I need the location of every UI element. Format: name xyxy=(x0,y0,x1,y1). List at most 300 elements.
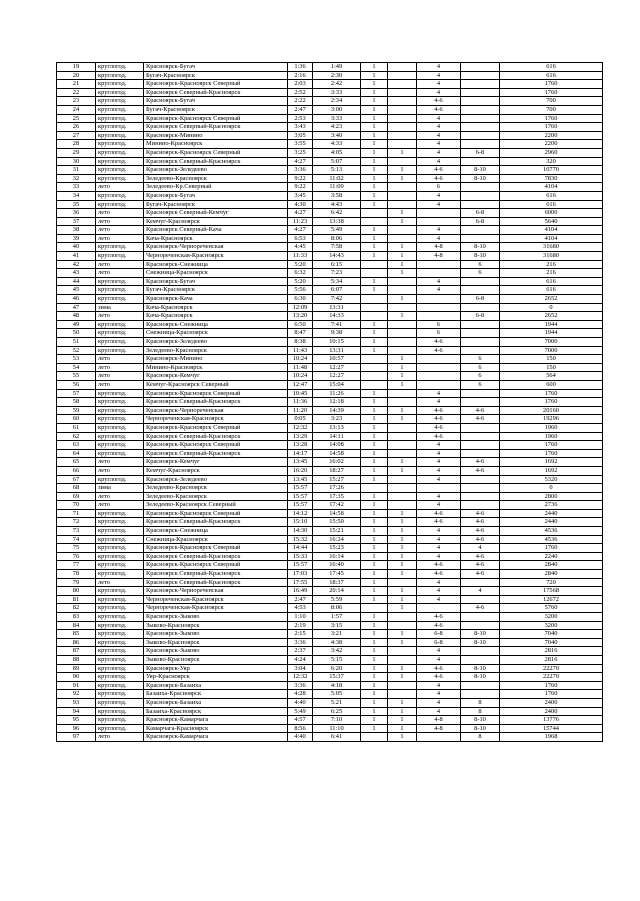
table-row xyxy=(57,303,603,312)
row-number-cell: 91 xyxy=(57,681,96,690)
count-b-cell xyxy=(388,398,417,407)
season-cell: круглогод. xyxy=(96,200,144,209)
range-a-cell xyxy=(417,269,461,278)
table-row xyxy=(57,123,603,132)
count-b-cell xyxy=(388,157,417,166)
total-value-cell: 600 xyxy=(500,380,603,389)
count-b-cell xyxy=(388,114,417,123)
arrival-time-cell: 5:21 xyxy=(313,698,361,707)
route-cell: Красноярск-Снежница xyxy=(144,527,288,536)
season-cell: лето xyxy=(96,217,144,226)
range-a-cell: 4 xyxy=(417,552,461,561)
count-a-cell: 1 xyxy=(361,492,388,501)
count-b-cell: 1 xyxy=(388,509,417,518)
arrival-time-cell: 3:33 xyxy=(313,88,361,97)
arrival-time-cell: 16:02 xyxy=(313,458,361,467)
table-row xyxy=(57,475,603,484)
row-number-cell: 90 xyxy=(57,673,96,682)
count-a-cell: 1 xyxy=(361,277,388,286)
departure-time-cell: 12:32 xyxy=(288,423,313,432)
range-a-cell: 4-6 xyxy=(417,166,461,175)
range-b-cell: 4 xyxy=(461,544,500,553)
row-number-cell: 62 xyxy=(57,432,96,441)
route-cell: Красноярск Северный-Красноярск xyxy=(144,88,288,97)
count-b-cell xyxy=(388,200,417,209)
departure-time-cell: 4:57 xyxy=(288,716,313,725)
departure-time-cell: 4:30 xyxy=(288,200,313,209)
arrival-time-cell: 5:13 xyxy=(313,166,361,175)
table-row xyxy=(57,277,603,286)
range-a-cell: 4-6 xyxy=(417,415,461,424)
route-cell: Красноярск-Кемчуг xyxy=(144,458,288,467)
row-number-cell: 20 xyxy=(57,71,96,80)
departure-time-cell: 2:15 xyxy=(288,630,313,639)
departure-time-cell: 6:53 xyxy=(288,234,313,243)
row-number-cell: 67 xyxy=(57,475,96,484)
season-cell: лето xyxy=(96,260,144,269)
arrival-time-cell: 6:15 xyxy=(313,260,361,269)
route-cell: Зеледеево-Красноярск xyxy=(144,492,288,501)
departure-time-cell: 15:33 xyxy=(288,552,313,561)
total-value-cell: 15744 xyxy=(500,724,603,733)
count-b-cell: 1 xyxy=(388,630,417,639)
count-b-cell xyxy=(388,140,417,149)
season-cell: круглогод. xyxy=(96,690,144,699)
row-number-cell: 49 xyxy=(57,320,96,329)
row-number-cell: 93 xyxy=(57,698,96,707)
count-a-cell: 1 xyxy=(361,587,388,596)
total-value-cell: 2960 xyxy=(500,148,603,157)
arrival-time-cell: 3:15 xyxy=(313,621,361,630)
departure-time-cell: 2:03 xyxy=(288,80,313,89)
count-a-cell: 1 xyxy=(361,475,388,484)
table-row xyxy=(57,355,603,364)
departure-time-cell: 17:03 xyxy=(288,570,313,579)
total-value-cell: 4104 xyxy=(500,226,603,235)
row-number-cell: 87 xyxy=(57,647,96,656)
row-number-cell: 85 xyxy=(57,630,96,639)
total-value-cell: 1968 xyxy=(500,733,603,742)
table-row xyxy=(57,638,603,647)
season-cell: круглогод. xyxy=(96,148,144,157)
departure-time-cell: 4:45 xyxy=(288,243,313,252)
range-b-cell xyxy=(461,157,500,166)
season-cell: круглогод. xyxy=(96,140,144,149)
total-value-cell: 616 xyxy=(500,277,603,286)
range-a-cell: 4-6 xyxy=(417,338,461,347)
range-a-cell: 4 xyxy=(417,226,461,235)
row-number-cell: 89 xyxy=(57,664,96,673)
table-row xyxy=(57,527,603,536)
count-b-cell: 1 xyxy=(388,724,417,733)
row-number-cell: 65 xyxy=(57,458,96,467)
range-a-cell: 4-6 xyxy=(417,509,461,518)
count-a-cell: 1 xyxy=(361,724,388,733)
route-cell: Зеледеево-Красноярск xyxy=(144,484,288,493)
table-row xyxy=(57,140,603,149)
row-number-cell: 78 xyxy=(57,570,96,579)
range-b-cell xyxy=(461,277,500,286)
table-row xyxy=(57,432,603,441)
total-value-cell: 2816 xyxy=(500,655,603,664)
departure-time-cell: 1:36 xyxy=(288,63,313,72)
table-row xyxy=(57,613,603,622)
total-value-cell: 2652 xyxy=(500,295,603,304)
row-number-cell: 56 xyxy=(57,380,96,389)
arrival-time-cell: 7:58 xyxy=(313,243,361,252)
table-row xyxy=(57,380,603,389)
count-a-cell: 1 xyxy=(361,200,388,209)
arrival-time-cell: 15:04 xyxy=(313,380,361,389)
departure-time-cell: 1:10 xyxy=(288,613,313,622)
range-a-cell xyxy=(417,217,461,226)
total-value-cell: 2240 xyxy=(500,552,603,561)
departure-time-cell: 15:32 xyxy=(288,535,313,544)
departure-time-cell: 13:45 xyxy=(288,475,313,484)
total-value-cell: 19296 xyxy=(500,415,603,424)
range-b-cell: 8 xyxy=(461,698,500,707)
range-b-cell xyxy=(461,71,500,80)
route-cell: Снежница-Красноярск xyxy=(144,329,288,338)
total-value-cell: 2840 xyxy=(500,570,603,579)
arrival-time-cell: 6:07 xyxy=(313,286,361,295)
route-cell: Уяр-Красноярск xyxy=(144,673,288,682)
season-cell: круглогод. xyxy=(96,544,144,553)
departure-time-cell: 2:16 xyxy=(288,71,313,80)
row-number-cell: 37 xyxy=(57,217,96,226)
table-row xyxy=(57,570,603,579)
arrival-time-cell: 3:00 xyxy=(313,105,361,114)
table-row xyxy=(57,312,603,321)
range-b-cell: 8-10 xyxy=(461,252,500,261)
table-row xyxy=(57,372,603,381)
season-cell: круглогод. xyxy=(96,415,144,424)
range-b-cell: 6 xyxy=(461,372,500,381)
count-a-cell xyxy=(361,312,388,321)
season-cell: круглогод. xyxy=(96,105,144,114)
row-number-cell: 61 xyxy=(57,423,96,432)
table-row xyxy=(57,63,603,72)
season-cell: круглогод. xyxy=(96,398,144,407)
range-a-cell: 6 xyxy=(417,183,461,192)
count-b-cell xyxy=(388,492,417,501)
arrival-time-cell: 16:40 xyxy=(313,561,361,570)
range-a-cell xyxy=(417,312,461,321)
total-value-cell: 2652 xyxy=(500,312,603,321)
route-cell: Минино-Красноярск xyxy=(144,363,288,372)
range-a-cell xyxy=(417,260,461,269)
arrival-time-cell: 14:58 xyxy=(313,509,361,518)
range-a-cell: 4 xyxy=(417,191,461,200)
count-b-cell: 1 xyxy=(388,166,417,175)
table-row xyxy=(57,286,603,295)
total-value-cell: 2440 xyxy=(500,509,603,518)
count-b-cell: 1 xyxy=(388,415,417,424)
arrival-time-cell: 8:06 xyxy=(313,234,361,243)
count-b-cell: 1 xyxy=(388,733,417,742)
season-cell: круглогод. xyxy=(96,320,144,329)
range-a-cell: 6-8 xyxy=(417,638,461,647)
total-value-cell: 17568 xyxy=(500,587,603,596)
range-a-cell: 4 xyxy=(417,578,461,587)
arrival-time-cell: 4:38 xyxy=(313,638,361,647)
season-cell: круглогод. xyxy=(96,80,144,89)
range-a-cell: 4 xyxy=(417,681,461,690)
table-row xyxy=(57,252,603,261)
range-a-cell: 4 xyxy=(417,131,461,140)
count-b-cell xyxy=(388,681,417,690)
row-number-cell: 27 xyxy=(57,131,96,140)
route-cell: Зыково-Красноярск xyxy=(144,655,288,664)
season-cell: круглогод. xyxy=(96,166,144,175)
total-value-cell: 1760 xyxy=(500,389,603,398)
range-a-cell: 4 xyxy=(417,71,461,80)
season-cell: круглогод. xyxy=(96,286,144,295)
range-b-cell xyxy=(461,432,500,441)
season-cell: лето xyxy=(96,458,144,467)
table-row xyxy=(57,363,603,372)
count-b-cell: 1 xyxy=(388,269,417,278)
arrival-time-cell: 2:42 xyxy=(313,80,361,89)
table-row xyxy=(57,71,603,80)
table-row xyxy=(57,217,603,226)
season-cell: зима xyxy=(96,303,144,312)
departure-time-cell: 3:45 xyxy=(288,191,313,200)
count-a-cell: 1 xyxy=(361,286,388,295)
row-number-cell: 53 xyxy=(57,355,96,364)
range-b-cell: 4-6 xyxy=(461,458,500,467)
count-a-cell: 1 xyxy=(361,338,388,347)
season-cell: круглогод. xyxy=(96,123,144,132)
departure-time-cell: 5:20 xyxy=(288,260,313,269)
arrival-time-cell: 11:09 xyxy=(313,183,361,192)
total-value-cell: 7040 xyxy=(500,638,603,647)
count-b-cell xyxy=(388,80,417,89)
range-a-cell: 4 xyxy=(417,527,461,536)
departure-time-cell: 4:27 xyxy=(288,209,313,218)
count-b-cell: 1 xyxy=(388,243,417,252)
table-row xyxy=(57,406,603,415)
season-cell: круглогод. xyxy=(96,406,144,415)
arrival-time-cell: 8:06 xyxy=(313,604,361,613)
range-b-cell: 4-6 xyxy=(461,552,500,561)
count-a-cell: 1 xyxy=(361,140,388,149)
range-a-cell: 4-8 xyxy=(417,716,461,725)
departure-time-cell: 6:50 xyxy=(288,320,313,329)
season-cell: круглогод. xyxy=(96,63,144,72)
total-value-cell: 2200 xyxy=(500,131,603,140)
arrival-time-cell: 18:27 xyxy=(313,466,361,475)
table-row xyxy=(57,183,603,192)
total-value-cell: 12672 xyxy=(500,595,603,604)
row-number-cell: 46 xyxy=(57,295,96,304)
arrival-time-cell: 16:14 xyxy=(313,552,361,561)
total-value-cell: 2840 xyxy=(500,561,603,570)
range-b-cell: 4-6 xyxy=(461,570,500,579)
departure-time-cell: 8:47 xyxy=(288,329,313,338)
departure-time-cell: 3:36 xyxy=(288,681,313,690)
count-b-cell: 1 xyxy=(388,312,417,321)
range-a-cell: 4-6 xyxy=(417,518,461,527)
table-row xyxy=(57,114,603,123)
range-b-cell xyxy=(461,320,500,329)
range-b-cell xyxy=(461,200,500,209)
count-b-cell: 1 xyxy=(388,355,417,364)
count-a-cell: 1 xyxy=(361,226,388,235)
table-row xyxy=(57,544,603,553)
range-a-cell: 4-6 xyxy=(417,423,461,432)
range-a-cell: 4 xyxy=(417,63,461,72)
row-number-cell: 25 xyxy=(57,114,96,123)
arrival-time-cell: 4:05 xyxy=(313,148,361,157)
table-row xyxy=(57,148,603,157)
count-b-cell xyxy=(388,621,417,630)
row-number-cell: 54 xyxy=(57,363,96,372)
arrival-time-cell: 17:26 xyxy=(313,484,361,493)
departure-time-cell: 6:30 xyxy=(288,295,313,304)
season-cell: круглогод. xyxy=(96,570,144,579)
departure-time-cell: 14:12 xyxy=(288,509,313,518)
range-b-cell: 4-6 xyxy=(461,527,500,536)
table-row xyxy=(57,88,603,97)
departure-time-cell: 12:09 xyxy=(288,303,313,312)
range-a-cell: 4 xyxy=(417,501,461,510)
range-b-cell: 6 xyxy=(461,260,500,269)
table-row xyxy=(57,724,603,733)
total-value-cell: 1692 xyxy=(500,466,603,475)
table-row xyxy=(57,501,603,510)
range-b-cell: 6 xyxy=(461,269,500,278)
count-a-cell: 1 xyxy=(361,466,388,475)
count-b-cell xyxy=(388,88,417,97)
season-cell: круглогод. xyxy=(96,527,144,536)
total-value-cell: 31680 xyxy=(500,252,603,261)
range-b-cell: 8-10 xyxy=(461,174,500,183)
range-b-cell: 6 xyxy=(461,363,500,372)
total-value-cell: 2400 xyxy=(500,707,603,716)
departure-time-cell: 2:22 xyxy=(288,97,313,106)
total-value-cell: 0 xyxy=(500,303,603,312)
count-b-cell xyxy=(388,123,417,132)
range-b-cell xyxy=(461,338,500,347)
count-b-cell xyxy=(388,346,417,355)
table-row xyxy=(57,415,603,424)
arrival-time-cell: 5:59 xyxy=(313,595,361,604)
row-number-cell: 50 xyxy=(57,329,96,338)
route-cell: Красноярск-Зыково xyxy=(144,630,288,639)
range-a-cell: 4 xyxy=(417,286,461,295)
departure-time-cell: 12:32 xyxy=(288,673,313,682)
range-a-cell: 4 xyxy=(417,475,461,484)
departure-time-cell: 9:22 xyxy=(288,174,313,183)
route-cell: Красноярск-Красноярск Северный xyxy=(144,389,288,398)
range-a-cell: 4 xyxy=(417,157,461,166)
range-b-cell xyxy=(461,389,500,398)
season-cell: круглогод. xyxy=(96,131,144,140)
route-cell: Красноярск-Красноярск Северный xyxy=(144,148,288,157)
range-b-cell xyxy=(461,80,500,89)
range-a-cell: 4-6 xyxy=(417,561,461,570)
range-a-cell: 4 xyxy=(417,458,461,467)
count-a-cell: 1 xyxy=(361,131,388,140)
season-cell: круглогод. xyxy=(96,630,144,639)
range-b-cell: 4-6 xyxy=(461,509,500,518)
table-row xyxy=(57,690,603,699)
departure-time-cell: 10:24 xyxy=(288,372,313,381)
departure-time-cell: 12:47 xyxy=(288,380,313,389)
route-cell: Снежница-Красноярск xyxy=(144,535,288,544)
table-row xyxy=(57,234,603,243)
range-a-cell: 4 xyxy=(417,80,461,89)
route-cell: Красноярск-Зеледеево xyxy=(144,338,288,347)
count-a-cell: 1 xyxy=(361,88,388,97)
total-value-cell: 616 xyxy=(500,286,603,295)
count-b-cell xyxy=(388,303,417,312)
route-cell: Зыково-Красноярск xyxy=(144,638,288,647)
range-a-cell: 6 xyxy=(417,320,461,329)
departure-time-cell: 17:55 xyxy=(288,578,313,587)
range-b-cell xyxy=(461,681,500,690)
table-row xyxy=(57,295,603,304)
count-a-cell: 1 xyxy=(361,664,388,673)
arrival-time-cell: 2:30 xyxy=(313,71,361,80)
route-cell: Красноярск-Красноярск Северный xyxy=(144,561,288,570)
range-a-cell: 4-8 xyxy=(417,243,461,252)
range-b-cell: 6 xyxy=(461,380,500,389)
departure-time-cell: 16:49 xyxy=(288,587,313,596)
row-number-cell: 68 xyxy=(57,484,96,493)
season-cell: круглогод. xyxy=(96,475,144,484)
count-b-cell: 1 xyxy=(388,716,417,725)
route-cell: Зеледеево-Красноярск xyxy=(144,174,288,183)
total-value-cell: 150 xyxy=(500,355,603,364)
departure-time-cell: 4:28 xyxy=(288,690,313,699)
route-cell: Чернореченская-Красноярск xyxy=(144,595,288,604)
table-row xyxy=(57,655,603,664)
route-cell: Красноярск-Минино xyxy=(144,355,288,364)
arrival-time-cell: 5:15 xyxy=(313,655,361,664)
season-cell: круглогод. xyxy=(96,647,144,656)
arrival-time-cell: 11:02 xyxy=(313,174,361,183)
total-value-cell: 2736 xyxy=(500,501,603,510)
range-a-cell: 4 xyxy=(417,123,461,132)
count-b-cell xyxy=(388,441,417,450)
count-a-cell: 1 xyxy=(361,415,388,424)
count-b-cell xyxy=(388,234,417,243)
departure-time-cell: 2:47 xyxy=(288,105,313,114)
route-cell: Красноярск Северный-Красноярск xyxy=(144,578,288,587)
departure-time-cell: 11:20 xyxy=(288,406,313,415)
total-value-cell: 4536 xyxy=(500,535,603,544)
season-cell: лето xyxy=(96,363,144,372)
count-a-cell: 1 xyxy=(361,243,388,252)
table-row xyxy=(57,552,603,561)
row-number-cell: 38 xyxy=(57,226,96,235)
row-number-cell: 59 xyxy=(57,406,96,415)
total-value-cell: 320 xyxy=(500,157,603,166)
total-value-cell: 22270 xyxy=(500,673,603,682)
route-cell: Красноярск Северный-Красноярск xyxy=(144,518,288,527)
range-a-cell xyxy=(417,295,461,304)
table-row xyxy=(57,97,603,106)
count-b-cell: 1 xyxy=(388,638,417,647)
count-b-cell: 1 xyxy=(388,535,417,544)
count-b-cell xyxy=(388,501,417,510)
departure-time-cell: 4:40 xyxy=(288,698,313,707)
range-b-cell: 6-8 xyxy=(461,295,500,304)
table-row xyxy=(57,398,603,407)
departure-time-cell: 9:22 xyxy=(288,183,313,192)
